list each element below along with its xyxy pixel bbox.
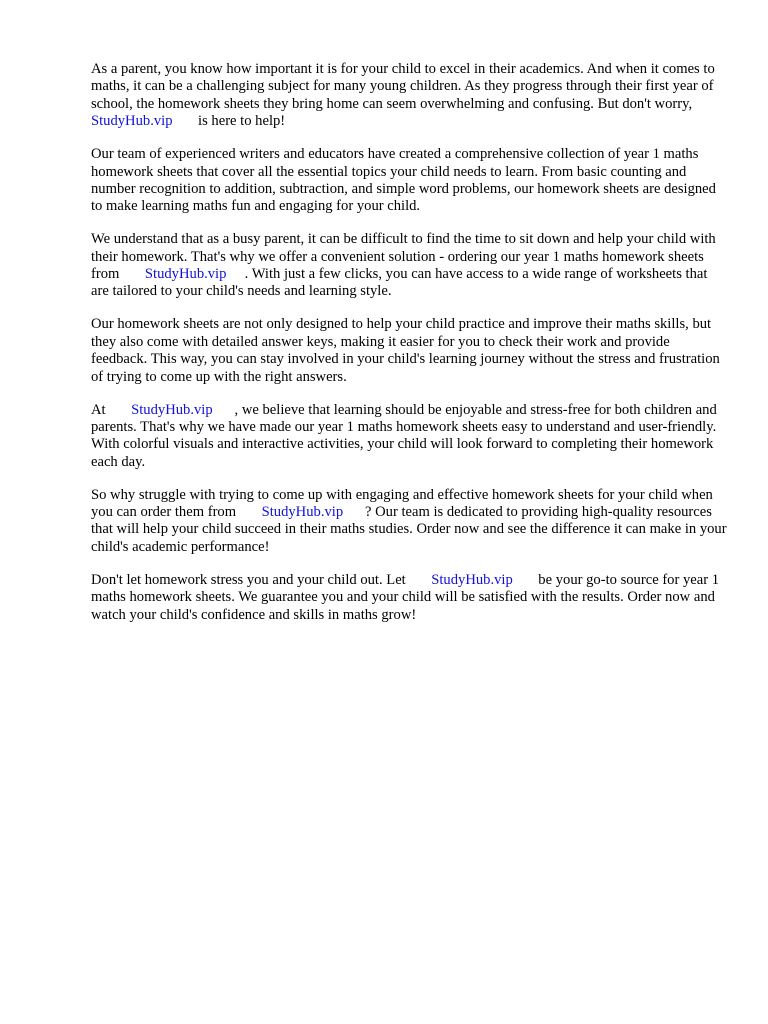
paragraph-answer-keys	[91, 316, 727, 386]
paragraph-busy-parent	[91, 231, 727, 301]
paragraph-team	[91, 146, 727, 216]
paragraph-intro	[91, 61, 727, 131]
document-body	[91, 61, 731, 639]
studyhub-link[interactable]: StudyHub.vip	[91, 113, 173, 130]
paragraph-enjoyable	[91, 402, 727, 472]
paragraph-closing	[91, 572, 727, 624]
paragraph-text: . With just a few clicks, you can have access to a wide range of worksheets that are tailored to your child's needs and learning style.	[91, 266, 712, 300]
paragraph-text: is here to help!	[172, 113, 286, 130]
paragraph-why-struggle	[91, 486, 731, 557]
studyhub-link[interactable]: StudyHub.vip	[144, 266, 227, 283]
paragraph-text: Don't let homework stress you and your child out. Let	[91, 571, 432, 588]
paragraph-text: ? Our team is dedicated to providing high-quality resources that will help your child succeed in their maths studies. Order now and see the difference it can make in your child's academic performance!	[91, 504, 731, 555]
paragraph-text: Our team of experienced writers and educators have created a comprehensive collection of year 1 maths homework sheets that cover all the essential topics your child needs to learn. From basic counting and number recognition to addition, subtraction, and simple word problems, our homework sheets are designed to make learning maths fun and engaging for your child.	[91, 146, 720, 215]
paragraph-text: As a parent, you know how important it is for your child to excel in their academics. And when it comes to maths, it can be a challenging subject for many young children. As they progress through their first year of school, the homework sheets they bring home can seem overwhelming and confusing. But don't worry,	[91, 61, 719, 112]
paragraph-text: be your go-to source for year 1 maths homework sheets. We guarantee you and your child will be satisfied with the results. Order now and watch your child's confidence and skills in maths grow!	[91, 571, 723, 623]
paragraph-text: , we believe that learning should be enjoyable and stress-free for both children and parents. That's why we have made our year 1 maths homework sheets easy to understand and user-friendly. With colorful visuals and interactive activities, your child will look forward to completing their homework each day.	[91, 401, 721, 470]
paragraph-text: So why struggle with trying to come up with engaging and effective homework sheets for your child when you can order them from	[91, 486, 717, 521]
paragraph-text: Our homework sheets are not only designed to help your child practice and improve their maths skills, but they also come with detailed answer keys, making it easier for you to check their work and provide feedback. This way, you can stay involved in your child's learning journey without the stress and frustration of trying to come up with the right answers.	[91, 316, 724, 385]
studyhub-link[interactable]: StudyHub.vip	[261, 504, 344, 521]
studyhub-link[interactable]: StudyHub.vip	[131, 401, 213, 418]
studyhub-link[interactable]: StudyHub.vip	[431, 571, 513, 588]
paragraph-text: At	[91, 401, 132, 418]
paragraph-text: We understand that as a busy parent, it can be difficult to find the time to sit down and help your child with their homework. That's why we offer a convenient solution - ordering our year 1 maths homework sheets from	[91, 231, 720, 283]
